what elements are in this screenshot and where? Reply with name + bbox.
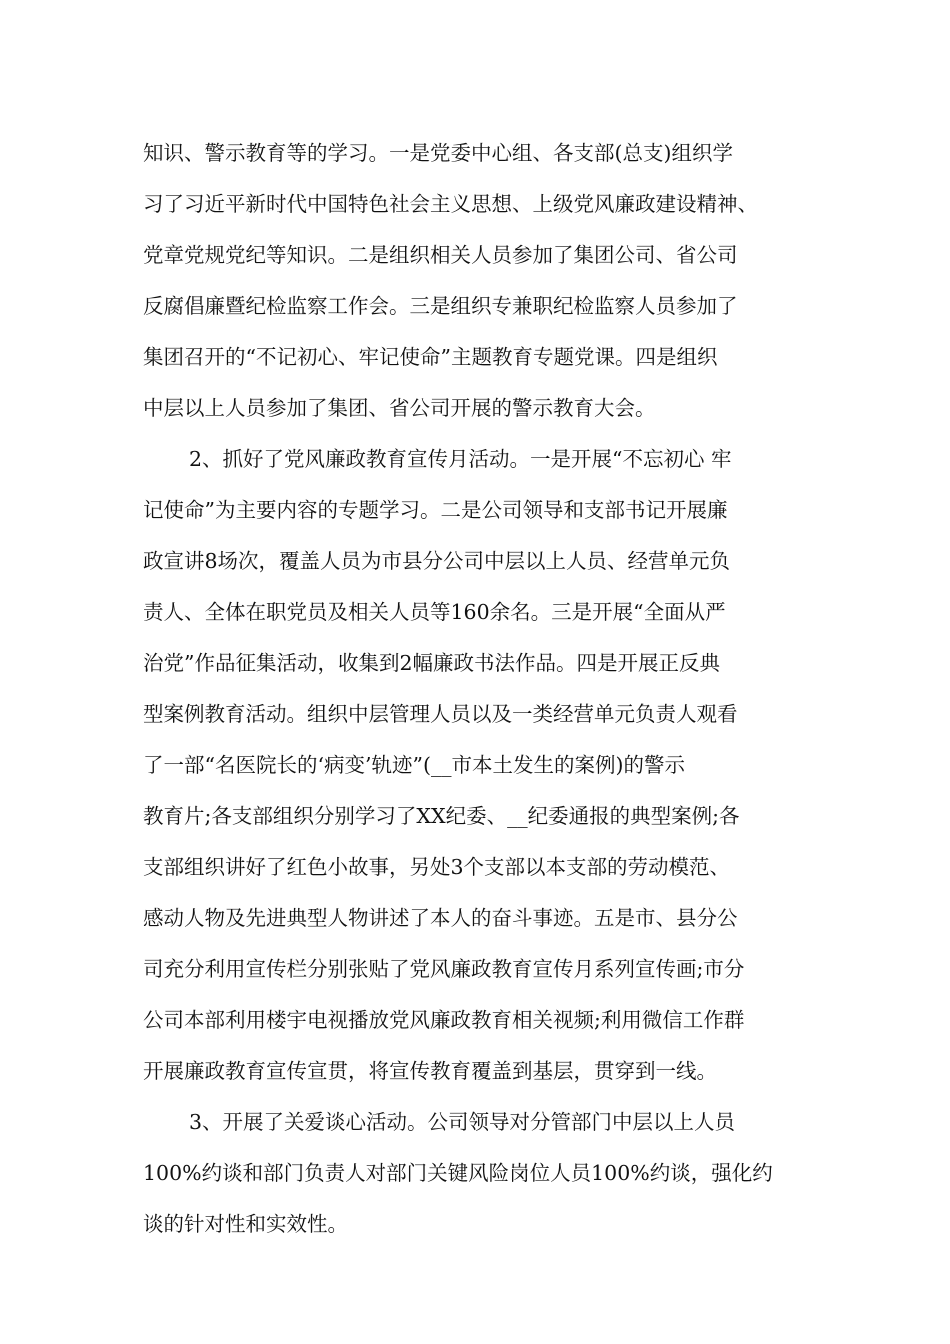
text-line: 中层以上人员参加了集团、省公司开展的警示教育大会。 <box>143 396 656 420</box>
text-line: 了一部“名医院长的‘病变’轨迹”(__市本土发生的案例)的警示 <box>143 753 685 777</box>
text-line: 教育片;各支部组织分别学习了XX纪委、__纪委通报的典型案例;各 <box>143 804 740 828</box>
text-line: 记使命”为主要内容的专题学习。二是公司领导和支部书记开展廉 <box>143 498 728 522</box>
text-line: 习了习近平新时代中国特色社会主义思想、上级党风廉政建设精神、 <box>143 192 758 216</box>
text-line: 谈的针对性和实效性。 <box>143 1212 348 1236</box>
text-line: 型案例教育活动。组织中层管理人员以及一类经营单元负责人观看 <box>143 702 738 726</box>
text-line: 司充分利用宣传栏分别张贴了党风廉政教育宣传月系列宣传画;市分 <box>143 957 745 981</box>
text-line: 政宣讲8场次，覆盖人员为市县分公司中层以上人员、经营单元负 <box>143 549 731 573</box>
text-line: 支部组织讲好了红色小故事，另处3个支部以本支部的劳动模范、 <box>143 855 731 879</box>
text-line: 集团召开的“不记初心、牢记使命”主题教育专题党课。四是组织 <box>143 345 718 369</box>
text-line: 100%约谈和部门负责人对部门关键风险岗位人员100%约谈，强化约 <box>143 1161 773 1185</box>
text-line: 治党”作品征集活动，收集到2幅廉政书法作品。四是开展正反典 <box>143 651 721 675</box>
text-line: 知识、警示教育等的学习。一是党委中心组、各支部(总支)组织学 <box>143 141 733 165</box>
text-line: 反腐倡廉暨纪检监察工作会。三是组织专兼职纪检监察人员参加了 <box>143 294 738 318</box>
text-line: 公司本部利用楼宇电视播放党风廉政教育相关视频;利用微信工作群 <box>143 1008 745 1032</box>
text-line: 党章党规党纪等知识。二是组织相关人员参加了集团公司、省公司 <box>143 243 738 267</box>
text-line: 开展廉政教育宣传宣贯，将宣传教育覆盖到基层，贯穿到一线。 <box>143 1059 717 1083</box>
paragraph-start-line: 2、抓好了党风廉政教育宣传月活动。一是开展“不忘初心 牢 <box>189 447 732 471</box>
text-line: 责人、全体在职党员及相关人员等160余名。三是开展“全面从严 <box>143 600 726 624</box>
text-line: 感动人物及先进典型人物讲述了本人的奋斗事迹。五是市、县分公 <box>143 906 738 930</box>
document-body <box>143 128 813 1250</box>
paragraph-start-line: 3、开展了关爱谈心活动。公司领导对分管部门中层以上人员 <box>189 1110 736 1134</box>
